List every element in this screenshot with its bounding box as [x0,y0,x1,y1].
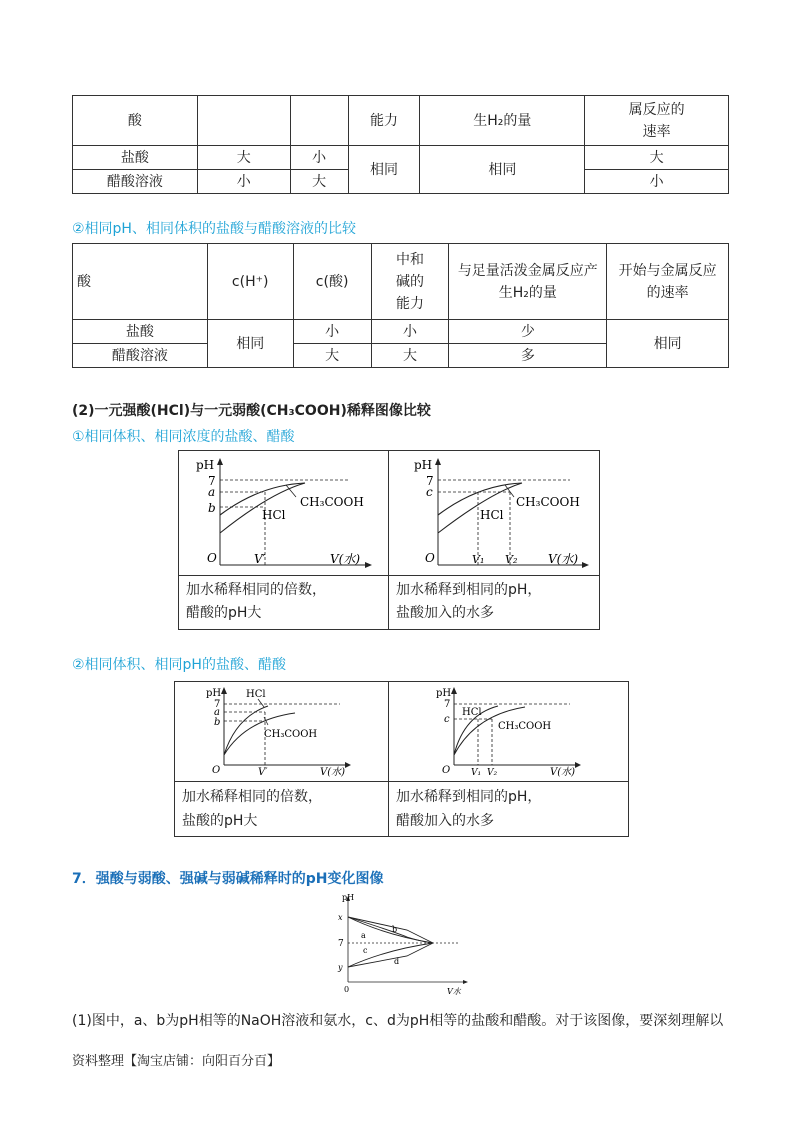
table2-row-h2: 多 [449,344,607,368]
table2-header-acid: 酸 [73,244,208,320]
fig3-y7: 7 [338,939,344,949]
fig2-caption-left-2: 盐酸的pH大 [182,813,258,829]
figure-box-1-divider [388,450,389,629]
fig2-left-ylabel: pH [206,688,222,699]
table2-header-cacid: c(酸) [293,244,371,320]
section2-title: ②相同pH、相同体积的盐酸与醋酸溶液的比较 [72,221,356,237]
fig2-right-origin: O [442,765,451,776]
table2-header-rate-line1: 开始与金属反应 [618,262,717,279]
fig1-left-ch3cooh-label: CH₃COOH [300,495,364,509]
table2-header-neutralize-line2: 碱的 [396,273,425,290]
table2-header-rate-line2: 的速率 [646,284,689,301]
figure-box-1-caption-rule [178,575,599,576]
fig1-right-ylabel: pH [414,458,433,472]
table1-header-blank-1 [197,96,290,146]
fig3-graph [335,892,475,998]
fig2-right-graph [430,685,590,779]
fig2-left-origin: O [212,765,221,776]
dilution-heading: (2)一元强酸(HCl)与一元弱酸(CH₃COOH)稀释图像比较 [72,403,431,419]
fig2-right-x2: V₂ [487,768,498,778]
table2-header-h2 [449,244,607,320]
fig1-left-origin: O [207,551,217,565]
fig3-ylabel: pH [342,893,355,902]
fig2-caption-right-1: 加水稀释到相同的pH， [396,789,542,805]
table1-header-speed-line1: 属反应的 [628,101,685,118]
fig2-left-xlabel: V(水) [320,767,346,778]
fig2-right-x1: V₁ [471,768,482,778]
table2-row-h2: 少 [449,320,607,344]
table1-header-acid: 酸 [73,96,198,146]
table2-row-cacid: 小 [293,320,371,344]
para-figure-explanation: (1)图中，a、b为pH相等的NaOH溶液和氨水，c、d为pH相等的盐酸和醋酸。对于该图像，要深刻理解以 [72,1013,724,1029]
fig1-left-ya: a [208,485,216,499]
fig1-right-ch3cooh-label: CH₃COOH [516,495,580,509]
table1-row-speed: 大 [585,146,729,170]
table2-header-neutralize-line1: 中和 [396,251,425,268]
fig1-caption-left-1: 加水稀释相同的倍数， [186,582,326,598]
fig1-right-y7: 7 [426,474,434,488]
table2-header-h2-line2: 生H₂的量 [498,284,557,301]
sub1-title: ①相同体积、相同浓度的盐酸、醋酸 [72,429,295,445]
fig2-right-ylabel: pH [436,688,452,699]
fig2-left-ya: a [214,707,220,718]
table1-row-c2: 小 [290,146,348,170]
table1-header-h2: 生H₂的量 [420,96,585,146]
fig1-right-graph [410,455,595,573]
table2-row-name: 醋酸溶液 [73,344,208,368]
table1-row-name: 盐酸 [73,146,198,170]
table2-row-name: 盐酸 [73,320,208,344]
comparison-table-1 [72,95,729,194]
table1-header-ability: 能力 [348,96,420,146]
fig2-right-ch3cooh-label: CH₃COOH [498,721,552,732]
table2-row-cacid: 大 [293,344,371,368]
table2-merged-ch: 相同 [207,320,293,368]
table1-merged-h2: 相同 [420,146,585,194]
fig2-left-y7: 7 [214,699,221,710]
fig2-left-hcl-label: HCl [246,689,266,700]
fig1-left-hcl-label: HCl [262,508,286,522]
table2-header-ch: c(H⁺) [207,244,293,320]
fig1-left-xmark: V′ [254,552,266,566]
sub2-title: ②相同体积、相同pH的盐酸、醋酸 [72,657,286,673]
fig1-right-x1: V₁ [472,553,485,566]
fig1-left-xlabel: V(水) [330,552,361,566]
page-footer: 资料整理【淘宝店铺：向阳百分百】 [72,1054,281,1069]
fig1-right-xlabel: V(水) [548,552,579,566]
fig1-caption-left-2: 醋酸的pH大 [186,605,262,621]
fig3-yy: y [338,963,343,972]
table1-header-speed-line2: 速率 [642,123,671,140]
table1-row-c1: 小 [197,170,290,194]
fig1-left-graph [190,455,380,573]
table1-header-blank-2 [290,96,348,146]
fig3-label-d: d [394,957,400,966]
fig2-left-yb: b [214,717,221,728]
fig2-caption-right-2: 醋酸加入的水多 [396,813,494,829]
table1-merged-ability: 相同 [348,146,420,194]
table2-header-neutralize [371,244,449,320]
table2-merged-rate: 相同 [607,320,729,368]
fig2-left-xmark: V′ [258,767,268,778]
section7-title: 7．强酸与弱酸、强碱与弱碱稀释时的pH变化图像 [72,871,384,887]
fig2-right-hcl-label: HCl [462,707,482,718]
fig2-caption-left-1: 加水稀释相同的倍数， [182,789,322,805]
fig3-yx: x [338,913,343,922]
fig3-label-a: a [361,931,366,940]
fig1-caption-right-2: 盐酸加入的水多 [396,605,494,621]
table1-row-speed: 小 [585,170,729,194]
table2-row-neut: 大 [371,344,449,368]
fig1-right-x2: V₂ [505,553,518,566]
table1-row-c1: 大 [197,146,290,170]
fig1-left-y7: 7 [208,474,216,488]
fig1-right-yc: c [426,485,433,499]
table2-header-rate [607,244,729,320]
table1-row-name: 醋酸溶液 [73,170,198,194]
table2-header-neutralize-line3: 能力 [396,295,425,312]
comparison-table-2 [72,243,729,368]
fig1-left-ylabel: pH [196,458,215,472]
fig2-right-xlabel: V(水) [550,767,576,778]
table2-header-h2-line1: 与足量活泼金属反应产 [457,262,598,279]
fig3-origin: 0 [344,985,350,994]
fig2-left-ch3cooh-label: CH₃COOH [264,729,318,740]
fig1-caption-right-1: 加水稀释到相同的pH， [396,582,542,598]
table2-row-neut: 小 [371,320,449,344]
fig1-right-origin: O [425,551,435,565]
figure-box-2-caption-rule [174,781,628,782]
fig2-right-y7: 7 [444,699,451,710]
fig2-left-graph [200,685,360,779]
table1-header-speed [585,96,729,146]
fig3-label-c: c [363,946,368,955]
fig3-label-b: b [392,925,398,934]
fig3-xlabel: V水 [447,987,461,996]
fig2-right-yc: c [444,714,450,725]
figure-box-2-divider [388,681,389,836]
table1-row-c2: 大 [290,170,348,194]
fig1-left-yb: b [208,501,216,515]
fig1-right-hcl-label: HCl [480,508,504,522]
